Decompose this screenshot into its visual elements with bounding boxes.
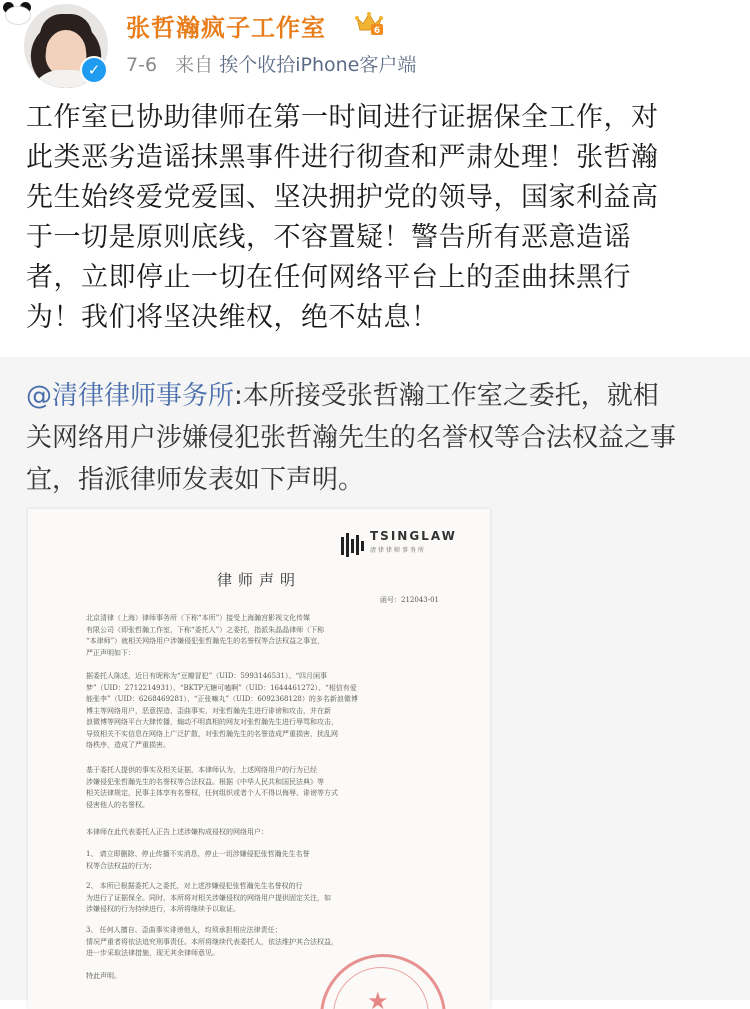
repost-line: 关网络用户涉嫌侵犯张哲瀚先生的名誉权等合法权益之事: [26, 423, 677, 453]
verified-icon: ✓: [80, 56, 108, 84]
repost-text: [26, 375, 736, 501]
document-paragraph: [86, 765, 444, 811]
doc-line: 相关法律规定，民事主体享有名誉权，任何组织或者个人不得以侮辱、诽谤等方式: [86, 789, 338, 797]
post-line: 此类恶劣造谣抹黑事件进行彻查和严肃处理！张哲瀚: [26, 142, 659, 173]
svg-text:6: 6: [373, 26, 381, 36]
post-date: 7-6: [126, 54, 158, 76]
doc-line: “本律师”）就相关网络用户涉嫌侵犯张哲瀚先生的名誉权等合法权益之事宜，: [86, 637, 325, 645]
document-paragraph: [86, 827, 444, 839]
post-line: 者，立即停止一切在任何网络平台上的歪曲抹黑行: [26, 262, 631, 293]
doc-line: 为进行了证据保全。同时，本所将对相关涉嫌侵权的网络用户提供固定关注，如: [86, 893, 331, 902]
repost-line: [26, 375, 736, 417]
doc-line: 导致相关不实信息在网络上广泛扩散，对张哲瀚先生的名誉造成严重损害，扰乱网: [86, 729, 338, 738]
document-list-item: [86, 849, 444, 872]
doc-line: 涉嫌侵犯张哲瀚先生的名誉权等合法权益。根据《中华人民共和国民法典》等: [86, 777, 324, 786]
doc-line: 情况严重者将依法追究刑事责任。本所将继续代表委托人，依法维护其合法权益，: [86, 937, 338, 946]
document-paragraph: [86, 671, 444, 752]
document-paragraph: [86, 613, 444, 659]
doc-line: 本律师在此代表委托人正告上述涉嫌构成侵权的网络用户：: [86, 828, 268, 836]
source-prefix: 来自: [175, 54, 214, 76]
doc-line: 有限公司（即张哲瀚工作室，下称“委托人”）之委托，指派朱晶晶律师（下称: [86, 625, 325, 634]
doc-line: 1、 请立即删除、停止传播不实消息，停止一切涉嫌侵犯张哲瀚先生名誉: [86, 850, 310, 858]
doc-line: 络秩序，造成了严重损害。: [86, 741, 170, 749]
repost-line: 宜，指派律师发表如下声明。: [26, 465, 365, 495]
red-seal-stamp: ★: [320, 954, 446, 1009]
doc-line: 浪微博等网络平台大肆传播，煽动不明真相的网友对张哲瀚先生进行辱骂和攻击，: [86, 718, 338, 726]
doc-line: 博主等网络用户，恶意捏造、歪曲事实，对张哲瀚先生进行诽谤和攻击，并在新: [86, 706, 331, 715]
doc-line: 据委托人陈述，近日有昵称为“豆瓣冒犯”（UID：5993146531）、“四月闲事: [86, 672, 328, 680]
doc-line: 能张李”（UID：6268469281）、“正张嘛丸”（UID：6092368128）的多名新浪微博: [86, 695, 358, 703]
document-title: 律师声明: [216, 571, 301, 589]
repost-card[interactable]: [0, 357, 750, 1009]
logo-sub: 清律律师事务所: [370, 547, 427, 554]
vip-crown-icon[interactable]: [354, 10, 384, 36]
source-client-link[interactable]: 挨个收拾iPhone客户端: [219, 54, 417, 76]
username[interactable]: 张哲瀚疯子工作室: [126, 14, 326, 42]
tsinglaw-logo: [340, 529, 480, 563]
doc-line: 3、 任何人擅自、歪曲事实诽谤他人，均须承担相应法律责任；: [86, 926, 282, 934]
doc-line: 涉嫌侵权的行为持续进行，本所将继续予以取证。: [86, 905, 240, 913]
post-line: 工作室已协助律师在第一时间进行证据保全工作，对: [26, 102, 659, 133]
doc-line: 进一步采取法律措施，现无其余律师意见。: [86, 949, 219, 957]
document-list-item: [86, 881, 444, 916]
doc-line: 特此声明。: [86, 972, 121, 980]
doc-line: 侵害他人的名誉权。: [86, 800, 149, 809]
statement-document-image[interactable]: [28, 509, 490, 1009]
mention-link[interactable]: @清律律师事务所: [26, 381, 235, 411]
post-meta: [126, 50, 416, 77]
post-body: [26, 98, 726, 338]
tsinglaw-logo-icon: [340, 531, 366, 559]
doc-line: 北京清律（上海）律师事务所（下称“本所”）接受上海瀚宫影视文化传媒: [86, 614, 311, 622]
doc-line: 2、 本所已根据委托人之委托，对上述涉嫌侵犯张哲瀚先生名誉权的行: [86, 882, 303, 890]
doc-line: 基于委托人提供的事实及相关证据，本律师认为，上述网络用户的行为已经: [86, 766, 317, 774]
post-line: 先生始终爱党爱国、坚决拥护党的领导，国家利益高: [26, 182, 659, 213]
post-header: [0, 0, 750, 90]
panda-pendant-icon: [2, 2, 32, 24]
document-number: 函号：212043-01: [380, 596, 439, 604]
repost-line-rest: :本所接受张哲瀚工作室之委托，就相: [234, 381, 659, 411]
post-line: 于一切是原则底线，不容置疑！警告所有恶意造谣: [26, 222, 631, 253]
doc-line: 严正声明如下：: [86, 648, 135, 657]
post-line: 为！我们将坚决维权，绝不姑息！: [26, 302, 439, 333]
doc-line: 梦”（UID：2712214931）、“BKTP无糖可嗑啊”（UID：1644461272）、“相信有爱: [86, 683, 357, 692]
doc-line: 权等合法权益的行为；: [86, 861, 156, 870]
logo-brand: TSINGLAW: [370, 529, 457, 543]
